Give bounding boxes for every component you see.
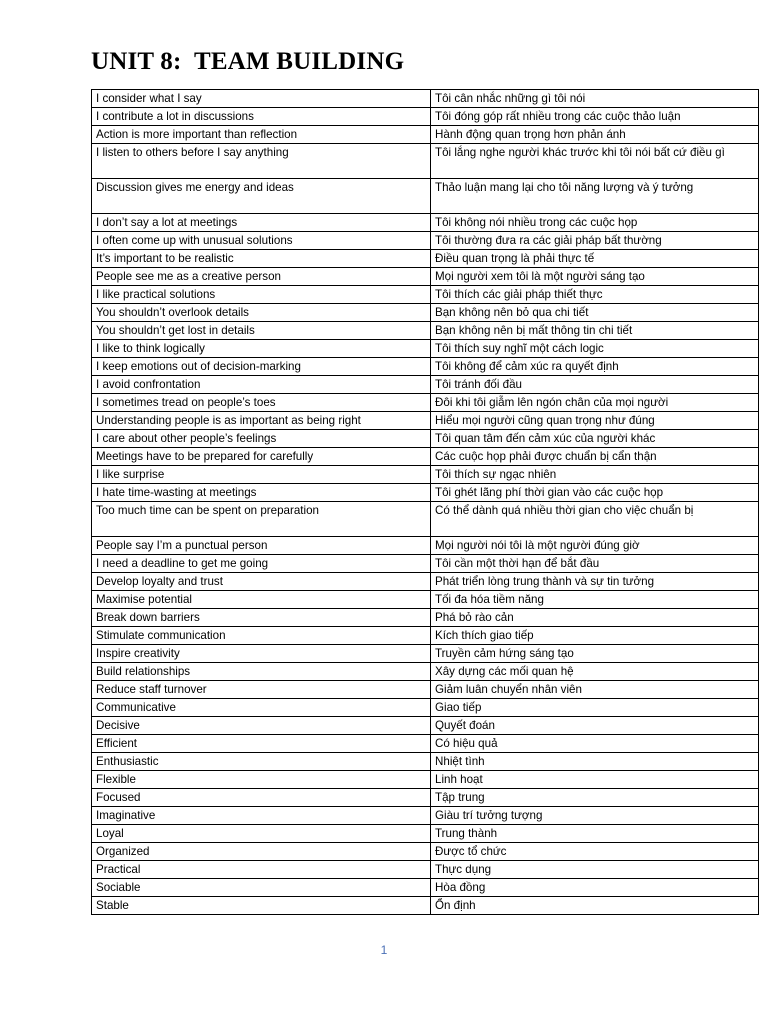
vietnamese-translation-cell: Phát triển lòng trung thành và sự tin tưởng <box>431 573 759 591</box>
table-row <box>92 681 759 699</box>
english-phrase-cell: Flexible <box>92 771 431 789</box>
vietnamese-translation-cell: Tôi thích sự ngạc nhiên <box>431 466 759 484</box>
vietnamese-translation-cell: Phá bỏ rào cản <box>431 609 759 627</box>
vietnamese-translation-cell: Bạn không nên bỏ qua chi tiết <box>431 304 759 322</box>
table-row <box>92 861 759 879</box>
table-row <box>92 573 759 591</box>
vietnamese-translation-cell: Hòa đồng <box>431 879 759 897</box>
table-row <box>92 144 759 179</box>
vietnamese-translation-cell: Hiểu mọi người cũng quan trọng như đúng <box>431 412 759 430</box>
table-row <box>92 466 759 484</box>
vietnamese-translation-cell: Điều quan trọng là phải thực tế <box>431 250 759 268</box>
table-row <box>92 789 759 807</box>
table-row <box>92 897 759 915</box>
english-phrase-cell: I consider what I say <box>92 90 431 108</box>
vietnamese-translation-cell: Linh hoạt <box>431 771 759 789</box>
table-row <box>92 753 759 771</box>
vietnamese-translation-cell: Có hiệu quả <box>431 735 759 753</box>
table-row <box>92 376 759 394</box>
table-row <box>92 126 759 144</box>
english-phrase-cell: I don’t say a lot at meetings <box>92 214 431 232</box>
vietnamese-translation-cell: Quyết đoán <box>431 717 759 735</box>
english-phrase-cell: Stimulate communication <box>92 627 431 645</box>
table-row <box>92 322 759 340</box>
vietnamese-translation-cell: Tôi cần một thời hạn để bắt đầu <box>431 555 759 573</box>
table-row <box>92 627 759 645</box>
vietnamese-translation-cell: Bạn không nên bị mất thông tin chi tiết <box>431 322 759 340</box>
english-phrase-cell: Build relationships <box>92 663 431 681</box>
english-phrase-cell: You shouldn’t get lost in details <box>92 322 431 340</box>
english-phrase-cell: Inspire creativity <box>92 645 431 663</box>
english-phrase-cell: Efficient <box>92 735 431 753</box>
table-row <box>92 250 759 268</box>
table-row <box>92 555 759 573</box>
table-row <box>92 90 759 108</box>
table-row <box>92 717 759 735</box>
table-row <box>92 412 759 430</box>
english-phrase-cell: I like to think logically <box>92 340 431 358</box>
english-phrase-cell: Maximise potential <box>92 591 431 609</box>
vietnamese-translation-cell: Giảm luân chuyển nhân viên <box>431 681 759 699</box>
english-phrase-cell: I listen to others before I say anything <box>92 144 431 179</box>
table-row <box>92 448 759 466</box>
english-phrase-cell: People say I’m a punctual person <box>92 537 431 555</box>
english-phrase-cell: It’s important to be realistic <box>92 250 431 268</box>
table-row <box>92 484 759 502</box>
vietnamese-translation-cell: Tôi ghét lãng phí thời gian vào các cuộc họp <box>431 484 759 502</box>
vietnamese-translation-cell: Thực dụng <box>431 861 759 879</box>
english-phrase-cell: I contribute a lot in discussions <box>92 108 431 126</box>
english-phrase-cell: Develop loyalty and trust <box>92 573 431 591</box>
english-phrase-cell: Action is more important than reflection <box>92 126 431 144</box>
table-row <box>92 591 759 609</box>
vietnamese-translation-cell: Giàu trí tưởng tượng <box>431 807 759 825</box>
english-phrase-cell: Organized <box>92 843 431 861</box>
table-row <box>92 358 759 376</box>
table-row <box>92 502 759 537</box>
table-row <box>92 609 759 627</box>
vietnamese-translation-cell: Tôi quan tâm đến cảm xúc của người khác <box>431 430 759 448</box>
english-phrase-cell: People see me as a creative person <box>92 268 431 286</box>
english-phrase-cell: I care about other people’s feelings <box>92 430 431 448</box>
english-phrase-cell: Stable <box>92 897 431 915</box>
vietnamese-translation-cell: Tôi không để cảm xúc ra quyết định <box>431 358 759 376</box>
table-row <box>92 537 759 555</box>
vietnamese-translation-cell: Mọi người nói tôi là một người đúng giờ <box>431 537 759 555</box>
english-phrase-cell: I keep emotions out of decision-marking <box>92 358 431 376</box>
english-phrase-cell: I like practical solutions <box>92 286 431 304</box>
vietnamese-translation-cell: Ổn định <box>431 897 759 915</box>
vietnamese-translation-cell: Có thể dành quá nhiều thời gian cho việc chuẩn bị <box>431 502 759 537</box>
english-phrase-cell: Break down barriers <box>92 609 431 627</box>
english-phrase-cell: I sometimes tread on people’s toes <box>92 394 431 412</box>
page-number: 1 <box>380 943 388 957</box>
english-phrase-cell: I avoid confrontation <box>92 376 431 394</box>
table-row <box>92 286 759 304</box>
english-phrase-cell: Decisive <box>92 717 431 735</box>
table-row <box>92 214 759 232</box>
english-phrase-cell: Loyal <box>92 825 431 843</box>
vietnamese-translation-cell: Tôi thường đưa ra các giải pháp bất thường <box>431 232 759 250</box>
table-row <box>92 825 759 843</box>
vietnamese-translation-cell: Tôi cân nhắc những gì tôi nói <box>431 90 759 108</box>
english-phrase-cell: Too much time can be spent on preparation <box>92 502 431 537</box>
table-row <box>92 663 759 681</box>
vocabulary-table <box>91 89 759 915</box>
vietnamese-translation-cell: Giao tiếp <box>431 699 759 717</box>
table-row <box>92 430 759 448</box>
vietnamese-translation-cell: Các cuộc họp phải được chuẩn bị cẩn thận <box>431 448 759 466</box>
vietnamese-translation-cell: Tôi thích các giải pháp thiết thực <box>431 286 759 304</box>
vietnamese-translation-cell: Xây dựng các mối quan hệ <box>431 663 759 681</box>
vietnamese-translation-cell: Đôi khi tôi giẫm lên ngón chân của mọi người <box>431 394 759 412</box>
english-phrase-cell: I often come up with unusual solutions <box>92 232 431 250</box>
vietnamese-translation-cell: Tôi lắng nghe người khác trước khi tôi nói bất cứ điều gì <box>431 144 759 179</box>
english-phrase-cell: You shouldn’t overlook details <box>92 304 431 322</box>
table-row <box>92 699 759 717</box>
english-phrase-cell: Understanding people is as important as being right <box>92 412 431 430</box>
vietnamese-translation-cell: Nhiệt tình <box>431 753 759 771</box>
vietnamese-translation-cell: Thảo luận mang lại cho tôi năng lượng và ý tưởng <box>431 179 759 214</box>
vietnamese-translation-cell: Hành động quan trọng hơn phản ánh <box>431 126 759 144</box>
english-phrase-cell: Practical <box>92 861 431 879</box>
english-phrase-cell: I like surprise <box>92 466 431 484</box>
english-phrase-cell: Communicative <box>92 699 431 717</box>
table-row <box>92 735 759 753</box>
table-row <box>92 304 759 322</box>
vocabulary-table-body <box>92 90 759 915</box>
table-row <box>92 179 759 214</box>
vietnamese-translation-cell: Trung thành <box>431 825 759 843</box>
vietnamese-translation-cell: Tối đa hóa tiềm năng <box>431 591 759 609</box>
english-phrase-cell: Discussion gives me energy and ideas <box>92 179 431 214</box>
table-row <box>92 645 759 663</box>
vietnamese-translation-cell: Tôi tránh đối đầu <box>431 376 759 394</box>
table-row <box>92 268 759 286</box>
vietnamese-translation-cell: Tôi thích suy nghĩ một cách logic <box>431 340 759 358</box>
english-phrase-cell: Sociable <box>92 879 431 897</box>
table-row <box>92 807 759 825</box>
english-phrase-cell: Focused <box>92 789 431 807</box>
vietnamese-translation-cell: Tôi không nói nhiều trong các cuộc họp <box>431 214 759 232</box>
vietnamese-translation-cell: Mọi người xem tôi là một người sáng tạo <box>431 268 759 286</box>
english-phrase-cell: Imaginative <box>92 807 431 825</box>
table-row <box>92 340 759 358</box>
english-phrase-cell: Enthusiastic <box>92 753 431 771</box>
vietnamese-translation-cell: Kích thích giao tiếp <box>431 627 759 645</box>
english-phrase-cell: Reduce staff turnover <box>92 681 431 699</box>
vietnamese-translation-cell: Được tổ chức <box>431 843 759 861</box>
english-phrase-cell: I hate time-wasting at meetings <box>92 484 431 502</box>
table-row <box>92 108 759 126</box>
table-row <box>92 232 759 250</box>
english-phrase-cell: Meetings have to be prepared for carefully <box>92 448 431 466</box>
table-row <box>92 879 759 897</box>
table-row <box>92 394 759 412</box>
page-title: UNIT 8: TEAM BUILDING <box>91 48 405 75</box>
english-phrase-cell: I need a deadline to get me going <box>92 555 431 573</box>
table-row <box>92 843 759 861</box>
vietnamese-translation-cell: Tập trung <box>431 789 759 807</box>
table-row <box>92 771 759 789</box>
vietnamese-translation-cell: Tôi đóng góp rất nhiều trong các cuộc thảo luận <box>431 108 759 126</box>
vietnamese-translation-cell: Truyền cảm hứng sáng tạo <box>431 645 759 663</box>
